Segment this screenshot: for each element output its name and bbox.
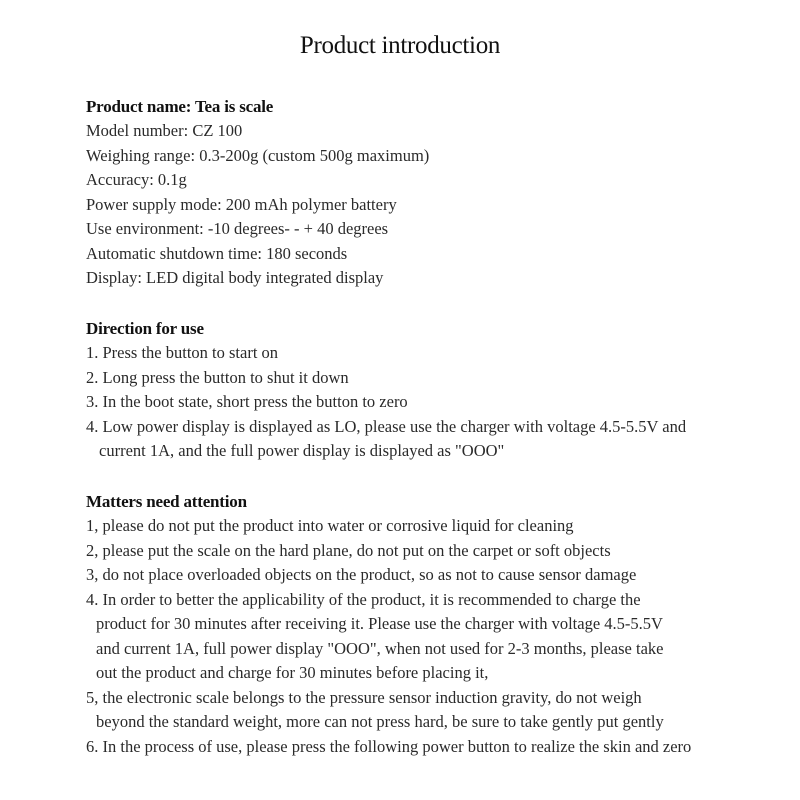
- attention-heading: Matters need attention: [86, 492, 247, 511]
- attention-section: [86, 490, 786, 759]
- attention-item-1: 1, please do not put the product into water or corrosive liquid for cleaning: [86, 516, 574, 535]
- attention-item-3: 3, do not place overloaded objects on the product, so as not to cause sensor damage: [86, 565, 637, 584]
- auto-shutdown-line: Automatic shutdown time: 180 seconds: [86, 243, 348, 263]
- direction-section: [86, 317, 786, 464]
- use-environment-line: Use environment: -10 degrees- - + 40 degrees: [86, 219, 389, 238]
- direction-step-1: 1. Press the button to start on: [86, 343, 279, 362]
- attention-item-4-continued-3: out the product and charge for 30 minutes before placing it,: [96, 663, 489, 682]
- product-name-heading: Product name: Tea is scale: [86, 97, 274, 116]
- display-line: Display: LED digital body integrated display: [86, 268, 384, 287]
- attention-item-5-continued: beyond the standard weight, more can not press hard, be sure to take gently put gently: [96, 712, 664, 731]
- direction-heading: Direction for use: [86, 319, 204, 338]
- attention-item-5: 5, the electronic scale belongs to the pressure sensor induction gravity, do not weigh: [86, 687, 642, 707]
- page-title: Product introduction: [299, 32, 501, 59]
- attention-item-4-continued-1: product for 30 minutes after receiving it. Please use the charger with voltage 4.5-5.5V: [96, 614, 663, 633]
- attention-item-2: 2, please put the scale on the hard plane, do not put on the carpet or soft objects: [86, 540, 611, 560]
- direction-step-2: 2. Long press the button to shut it down: [86, 367, 349, 387]
- direction-step-4: 4. Low power display is displayed as LO, please use the charger with voltage 4.5-5.5V and: [86, 416, 687, 436]
- weighing-range-line: Weighing range: 0.3-200g (custom 500g maximum): [86, 145, 430, 165]
- product-specs-section: [86, 95, 786, 291]
- accuracy-line: Accuracy: 0.1g: [86, 170, 187, 189]
- model-number-line: Model number: CZ 100: [86, 121, 243, 140]
- attention-item-4: 4. In order to better the applicability of the product, it is recommended to charge the: [86, 589, 641, 609]
- attention-item-6: 6. In the process of use, please press the following power button to realize the skin and zero: [86, 736, 692, 756]
- direction-step-3: 3. In the boot state, short press the button to zero: [86, 392, 408, 411]
- direction-step-4-continued: current 1A, and the full power display is displayed as "OOO": [99, 441, 505, 460]
- power-supply-line: Power supply mode: 200 mAh polymer battery: [86, 194, 397, 214]
- attention-item-4-continued-2: and current 1A, full power display "OOO", when not used for 2-3 months, please take: [96, 638, 664, 658]
